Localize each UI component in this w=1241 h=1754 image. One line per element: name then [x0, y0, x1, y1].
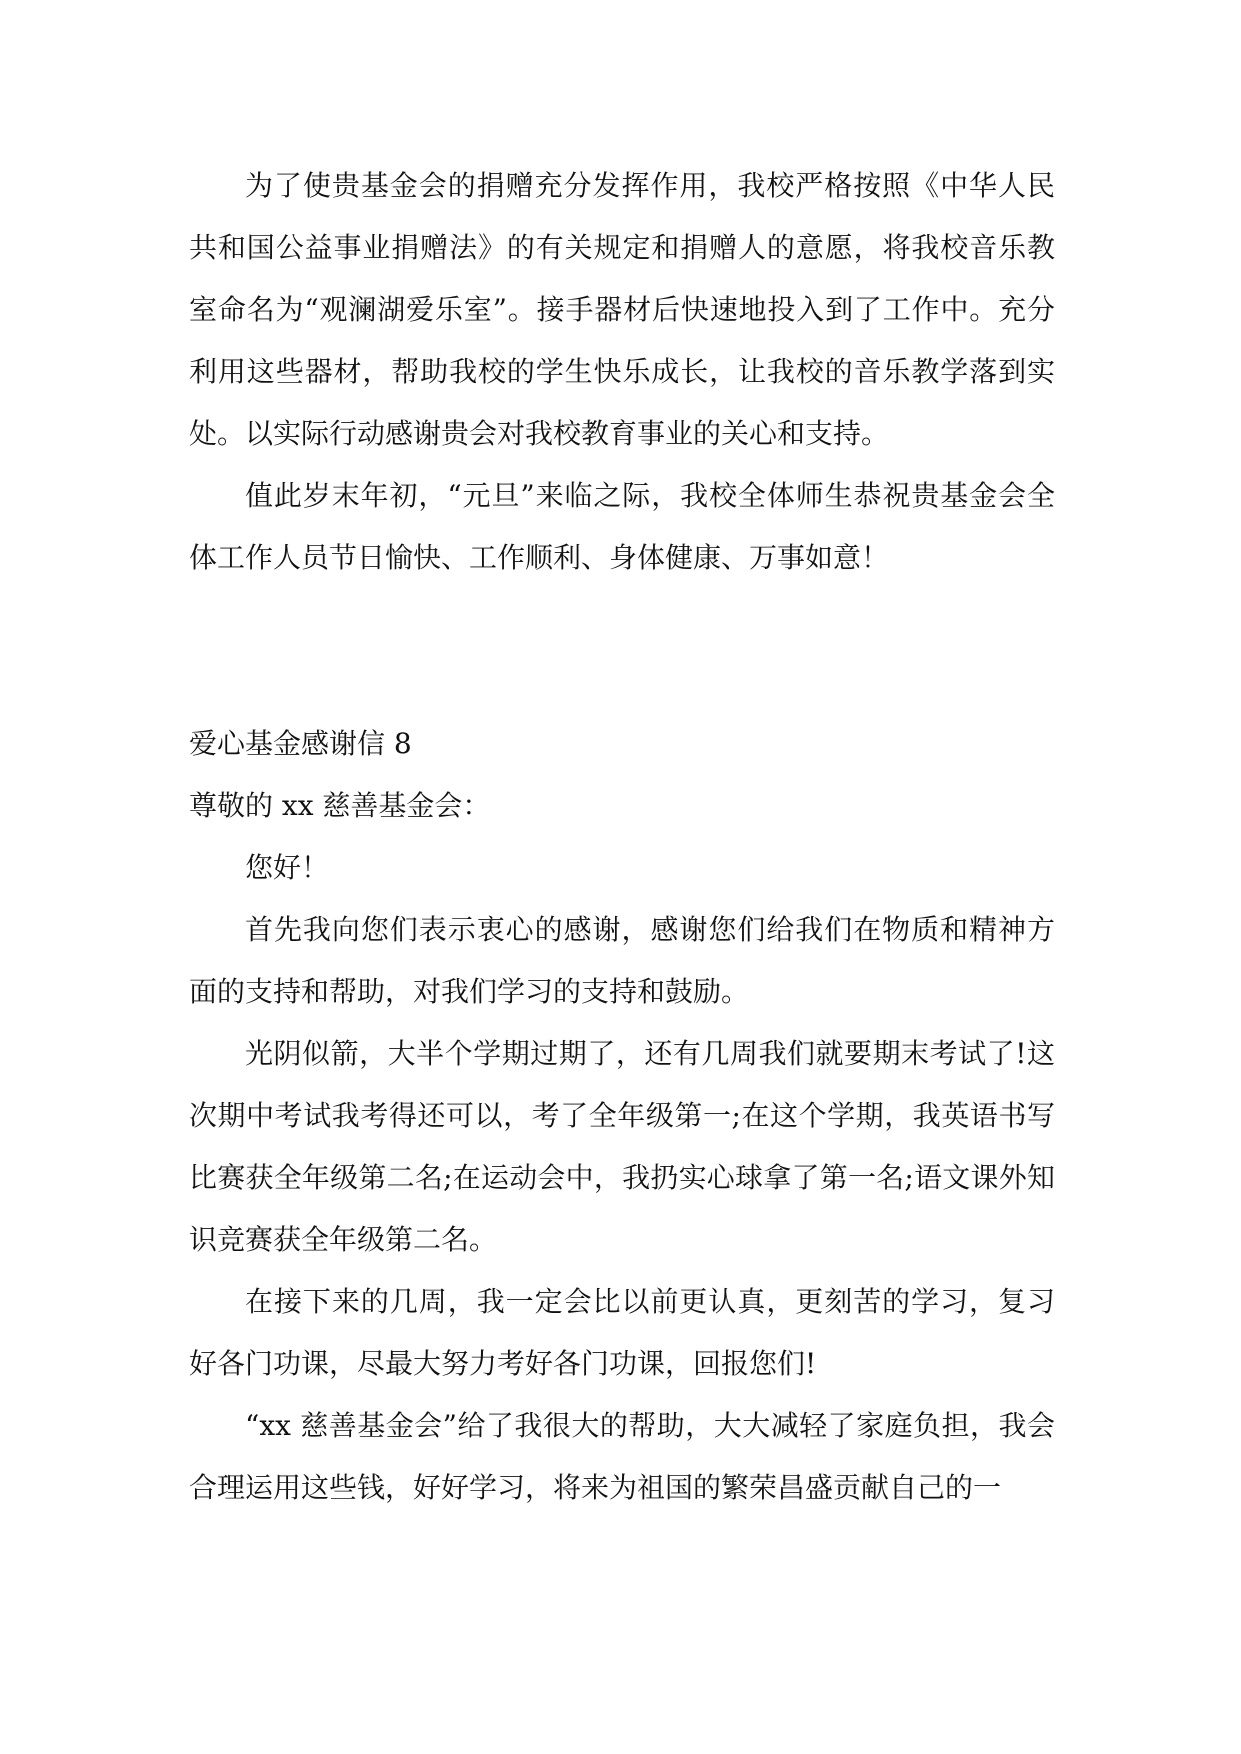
- letter-greeting: 您好！: [245, 851, 330, 884]
- paragraph-donation-usage: 为了使贵基金会的捐赠充分发挥作用，我校严格按照《中华人民共和国公益事业捐赠法》的有关规定和捐赠人的意愿，将我校音乐教室命名为“观澜湖爱乐室”。接手器材后快速地投入到了工作中。充分利用这些器材，帮助我校的学生快乐成长，让我校的音乐教学落到实处。以实际行动感谢贵会对我校教育事业的关心和支持。: [189, 169, 1055, 450]
- letter-salutation: 尊敬的 xx 慈善基金会：: [189, 789, 491, 822]
- paragraph-achievements: 光阴似箭，大半个学期过期了，还有几周我们就要期末考试了!这次期中考试我考得还可以，考了全年级第一;在这个学期，我英语书写比赛获全年级第二名;在运动会中，我扔实心球拿了第一名;语文课外知识竞赛获全年级第二名。: [189, 1037, 1055, 1256]
- paragraph-gratitude: 首先我向您们表示衷心的感谢，感谢您们给我们在物质和精神方面的支持和帮助，对我们学习的支持和鼓励。: [189, 913, 1055, 1008]
- letter-title: 爱心基金感谢信 8: [189, 727, 412, 760]
- paragraph-commitment: 在接下来的几周，我一定会比以前更认真，更刻苦的学习，复习好各门功课，尽最大努力考好各门功课，回报您们!: [189, 1285, 1055, 1380]
- paragraph-foundation-help: “xx 慈善基金会”给了我很大的帮助，大大减轻了家庭负担，我会合理运用这些钱，好好学习，将来为祖国的繁荣昌盛贡献自己的一: [189, 1409, 1055, 1504]
- document-body: [189, 155, 1055, 1519]
- paragraph-new-year-wishes: 值此岁末年初，“元旦”来临之际，我校全体师生恭祝贵基金会全体工作人员节日愉快、工作顺利、身体健康、万事如意！: [189, 479, 1055, 574]
- section-spacer: [189, 589, 1055, 713]
